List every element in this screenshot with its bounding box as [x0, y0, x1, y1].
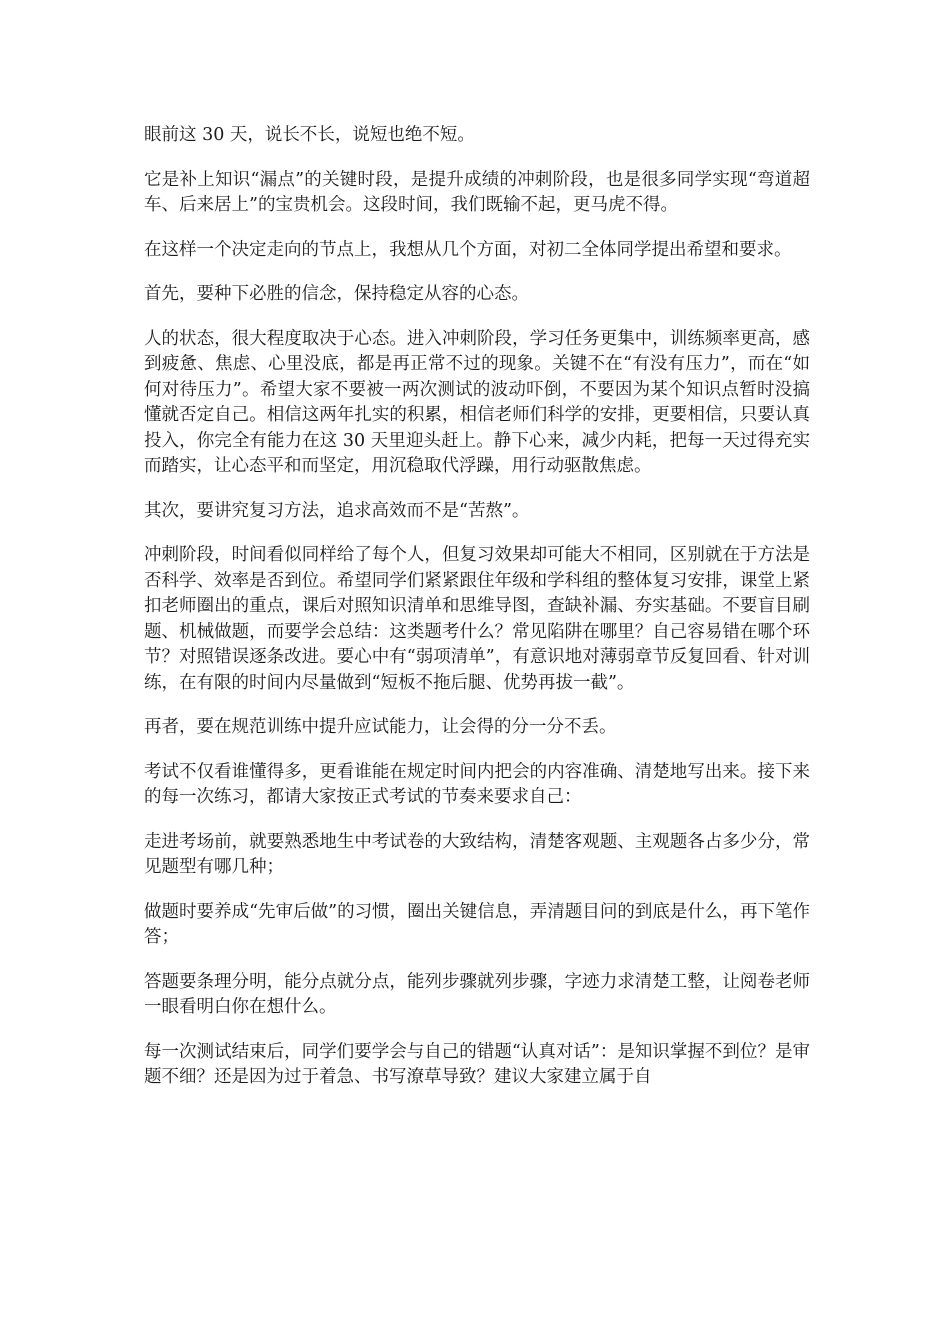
paragraph-exam-skills: 考试不仅看谁懂得多，更看谁能在规定时间内把会的内容准确、清楚地写出来。接下来的每一次练习，都请大家按正式考试的节奏来要求自己： — [144, 761, 810, 807]
paragraph-heading-method: 其次，要讲究复习方法，追求高效而不是“苦熬”。 — [144, 500, 530, 521]
paragraph-review-errors: 每一次测试结束后，同学们要学会与自己的错题“认真对话”：是知识掌握不到位？是审题不细？还是因为过于着急、书写潦草导致？建议大家建立属于自 — [144, 1041, 810, 1087]
paragraph-method: 冲刺阶段，时间看似同样给了每个人，但复习效果却可能大不相同，区别就在于方法是否科学、效率是否到位。希望同学们紧紧跟住年级和学科组的整体复习安排，课堂上紧扣老师圈出的重点，课后对照知识清单和思维导图，查缺补漏、夯实基础。不要盲目刷题、机械做题，而要学会总结：这类题考什么？常见陷阱在哪里？自己容易错在哪个环节？对照错误逐条改进。要心中有“弱项清单”，有意识地对薄弱章节反复回看、针对训练，在有限的时间内尽量做到“短板不拖后腿、优势再拔一截”。 — [144, 545, 810, 693]
paragraph-intro: 眼前这 30 天，说长不长，说短也绝不短。 — [144, 125, 475, 145]
paragraph-during-exam: 做题时要养成“先审后做”的习惯，圈出关键信息，弄清题目问的到底是什么，再下笔作答； — [144, 901, 810, 947]
paragraph-heading-mindset: 首先，要种下必胜的信念，保持稳定从容的心态。 — [144, 284, 529, 304]
paragraph-expectations: 在这样一个决定走向的节点上，我想从几个方面，对初二全体同学提出希望和要求。 — [144, 239, 792, 260]
paragraph-heading-exam-skills: 再者，要在规范训练中提升应试能力，让会得的分一分不丢。 — [144, 717, 617, 737]
document-page — [144, 123, 810, 1110]
paragraph-answer-format: 答题要条理分明，能分点就分点，能列步骤就列步骤，字迹力求清楚工整，让阅卷老师一眼看明白你在想什么。 — [144, 971, 810, 1017]
paragraph-mindset: 人的状态，很大程度取决于心态。进入冲刺阶段，学习任务更集中，训练频率更高，感到疲惫、焦虑、心里没底，都是再正常不过的现象。关键不在“有没有压力”，而在“如何对待压力”。希望大家不要被一两次测试的波动吓倒，不要因为某个知识点暂时没搞懂就否定自己。相信这两年扎实的积累，相信老师们科学的安排，更要相信，只要认真投入，你完全有能力在这 30 天里迎头赶上。静下心来，减少内耗，把每一天过得充实而踏实，让心态平和而坚定，用沉稳取代浮躁，用行动驱散焦虑。 — [144, 328, 810, 476]
paragraph-before-exam: 走进考场前，就要熟悉地生中考试卷的大致结构，清楚客观题、主观题各占多少分，常见题型有哪几种； — [144, 831, 810, 877]
paragraph-key-period: 它是补上知识“漏点”的关键时段，是提升成绩的冲刺阶段，也是很多同学实现“弯道超车、后来居上”的宝贵机会。这段时间，我们既输不起，更马虎不得。 — [144, 169, 810, 215]
